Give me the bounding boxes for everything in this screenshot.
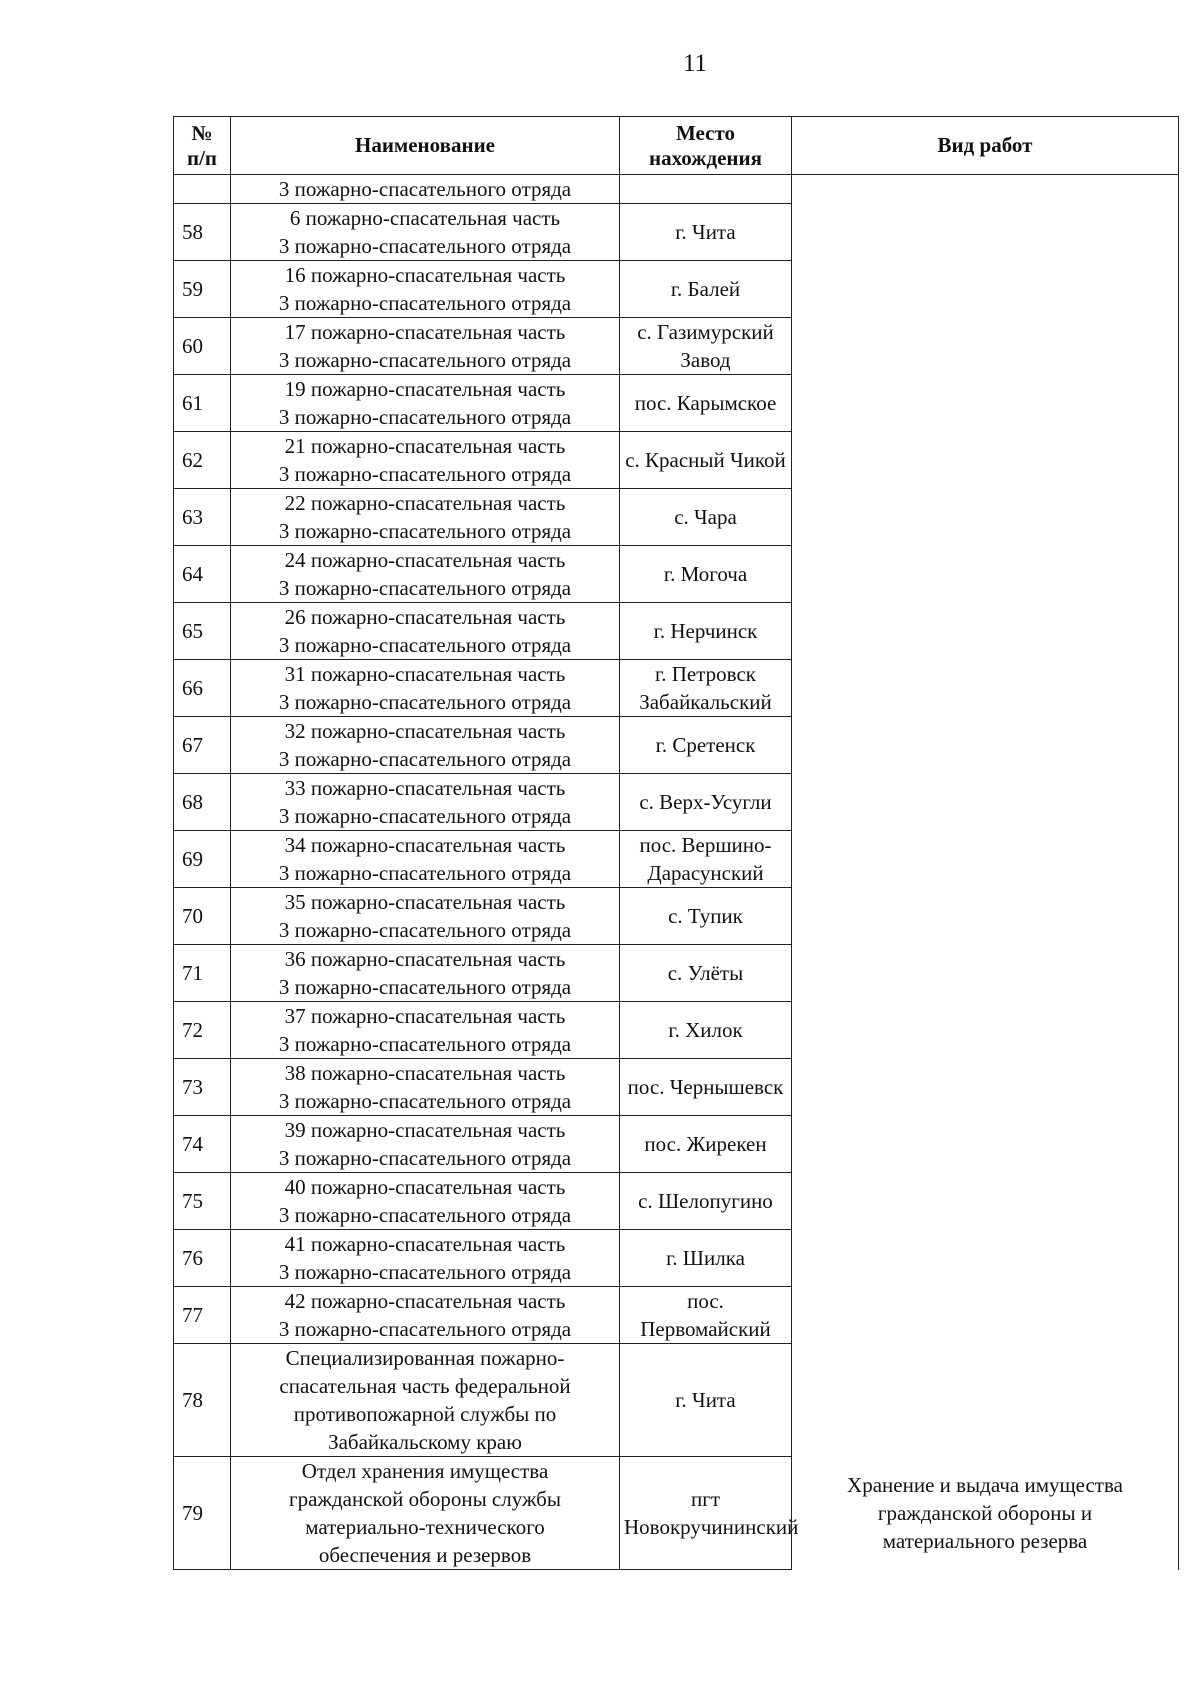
cell-name (231, 888, 620, 945)
cell-location: г. Могоча (620, 546, 792, 603)
cell-name (231, 1002, 620, 1059)
cell-name-line2: 3 пожарно-спасательного отряда (278, 1089, 572, 1113)
cell-work-empty (792, 175, 1179, 1457)
cell-location (620, 175, 792, 204)
table-row (174, 1457, 1179, 1570)
cell-name (231, 1230, 620, 1287)
cell-name-line2: 3 пожарно-спасательного отряда (278, 975, 572, 999)
header-name: Наименование (231, 117, 620, 175)
cell-name: Отдел хранения имущества гражданской обороны службы материально-технического обеспечения и резервов (231, 1457, 620, 1570)
cell-name-line2: 3 пожарно-спасательного отряда (278, 576, 572, 600)
cell-location: пос. Карымское (620, 375, 792, 432)
cell-name (231, 546, 620, 603)
cell-name-line1: 41 пожарно-спасательная часть (284, 1232, 566, 1256)
cell-name-line1: 39 пожарно-спасательная часть (284, 1118, 566, 1142)
cell-name-line1: 32 пожарно-спасательная часть (284, 719, 566, 743)
cell-name-line2: 3 пожарно-спасательного отряда (278, 1317, 572, 1341)
cell-num: 62 (174, 432, 231, 489)
cell-name: Специализированная пожарно-спасательная часть федеральной противопожарной службы по Забайкальскому краю (231, 1344, 620, 1457)
cell-name-line1: 22 пожарно-спасательная часть (284, 491, 566, 515)
cell-name-line2: 3 пожарно-спасательного отряда (278, 1260, 572, 1284)
cell-location: с. Улёты (620, 945, 792, 1002)
cell-location: г. Балей (620, 261, 792, 318)
cell-location: г. Нерчинск (620, 603, 792, 660)
cell-num: 77 (174, 1287, 231, 1344)
cell-location: с. Верх-Усугли (620, 774, 792, 831)
cell-num: 72 (174, 1002, 231, 1059)
cell-name-line2: 3 пожарно-спасательного отряда (278, 918, 572, 942)
cell-name (231, 1173, 620, 1230)
header-location: Место нахождения (620, 117, 792, 175)
cell-num: 75 (174, 1173, 231, 1230)
cell-num: 59 (174, 261, 231, 318)
cell-num: 60 (174, 318, 231, 375)
cell-name-line1: 35 пожарно-спасательная часть (284, 890, 566, 914)
cell-num: 73 (174, 1059, 231, 1116)
cell-name-line2: 3 пожарно-спасательного отряда (278, 690, 572, 714)
cell-name-line2: 3 пожарно-спасательного отряда (278, 861, 572, 885)
cell-name-line2: 3 пожарно-спасательного отряда (278, 1203, 572, 1227)
cell-name (231, 432, 620, 489)
page-number: 11 (682, 50, 708, 77)
cell-num: 69 (174, 831, 231, 888)
cell-name-line2: 3 пожарно-спасательного отряда (278, 633, 572, 657)
cell-name-line2: 3 пожарно-спасательного отряда (278, 405, 572, 429)
cell-name (231, 660, 620, 717)
cell-name-line2: 3 пожарно-спасательного отряда (278, 1146, 572, 1170)
table-header-row (174, 117, 1179, 175)
cell-location: г. Сретенск (620, 717, 792, 774)
header-num: № п/п (174, 117, 231, 175)
cell-name-line2: 3 пожарно-спасательного отряда (278, 348, 572, 372)
cell-name (231, 1059, 620, 1116)
cell-num: 70 (174, 888, 231, 945)
cell-name-line2: 3 пожарно-спасательного отряда (278, 804, 572, 828)
cell-num: 68 (174, 774, 231, 831)
cell-num: 67 (174, 717, 231, 774)
cell-name-line1: 19 пожарно-спасательная часть (284, 377, 566, 401)
cell-location: пос. Жирекен (620, 1116, 792, 1173)
cell-num: 79 (174, 1457, 231, 1570)
cell-name (231, 204, 620, 261)
cell-location: г. Чита (620, 204, 792, 261)
cell-name (231, 318, 620, 375)
cell-name (231, 489, 620, 546)
cell-name-line1: 42 пожарно-спасательная часть (284, 1289, 566, 1313)
cell-name-line2: 3 пожарно-спасательного отряда (278, 291, 572, 315)
cell-name-line1: 33 пожарно-спасательная часть (284, 776, 566, 800)
cell-name-line1: 24 пожарно-спасательная часть (284, 548, 566, 572)
cell-num: 71 (174, 945, 231, 1002)
cell-name-line1: 40 пожарно-спасательная часть (284, 1175, 566, 1199)
cell-name-line1: 34 пожарно-спасательная часть (284, 833, 566, 857)
cell-name-line1: 6 пожарно-спасательная часть (289, 206, 561, 230)
cell-num (174, 175, 231, 204)
header-work: Вид работ (792, 117, 1179, 175)
cell-name-line1: 17 пожарно-спасательная часть (284, 320, 566, 344)
facilities-table (173, 116, 1179, 1570)
cell-location: г. Шилка (620, 1230, 792, 1287)
cell-name-line1: 37 пожарно-спасательная часть (284, 1004, 566, 1028)
cell-name: 3 пожарно-спасательного отряда (231, 175, 620, 204)
cell-num: 64 (174, 546, 231, 603)
cell-name (231, 1116, 620, 1173)
cell-num: 65 (174, 603, 231, 660)
cell-name (231, 603, 620, 660)
cell-location: г. Чита (620, 1344, 792, 1457)
cell-name (231, 774, 620, 831)
cell-num: 74 (174, 1116, 231, 1173)
cell-location: пос. Вершино-Дарасунский (620, 831, 792, 888)
cell-num: 61 (174, 375, 231, 432)
cell-name-line1: 31 пожарно-спасательная часть (284, 662, 566, 686)
cell-num: 66 (174, 660, 231, 717)
cell-name (231, 717, 620, 774)
cell-location: с. Тупик (620, 888, 792, 945)
cell-num: 58 (174, 204, 231, 261)
cell-num: 78 (174, 1344, 231, 1457)
cell-location: г. Петровск Забайкальский (620, 660, 792, 717)
cell-name-line1: 16 пожарно-спасательная часть (284, 263, 566, 287)
cell-location: пгт Новокручининский (620, 1457, 792, 1570)
cell-location: с. Чара (620, 489, 792, 546)
cell-name-line1: 38 пожарно-спасательная часть (284, 1061, 566, 1085)
cell-location: г. Хилок (620, 1002, 792, 1059)
cell-name-line2: 3 пожарно-спасательного отряда (278, 519, 572, 543)
cell-name-line1: 26 пожарно-спасательная часть (284, 605, 566, 629)
cell-name (231, 261, 620, 318)
cell-name-line1: 21 пожарно-спасательная часть (284, 434, 566, 458)
cell-name-line2: 3 пожарно-спасательного отряда (278, 462, 572, 486)
cell-name (231, 945, 620, 1002)
cell-location: с. Газимурский Завод (620, 318, 792, 375)
cell-name (231, 375, 620, 432)
cell-name-line2: 3 пожарно-спасательного отряда (278, 234, 572, 258)
cell-name (231, 1287, 620, 1344)
cell-location: пос. Первомайский (620, 1287, 792, 1344)
table-row-continuation (174, 175, 1179, 204)
cell-num: 76 (174, 1230, 231, 1287)
cell-location: с. Шелопугино (620, 1173, 792, 1230)
cell-work: Хранение и выдача имущества гражданской обороны и материального резерва (792, 1457, 1179, 1570)
cell-name-line1: 36 пожарно-спасательная часть (284, 947, 566, 971)
cell-location: с. Красный Чикой (620, 432, 792, 489)
cell-num: 63 (174, 489, 231, 546)
cell-name (231, 831, 620, 888)
cell-name-line2: 3 пожарно-спасательного отряда (278, 1032, 572, 1056)
cell-name-line2: 3 пожарно-спасательного отряда (278, 747, 572, 771)
cell-location: пос. Чернышевск (620, 1059, 792, 1116)
